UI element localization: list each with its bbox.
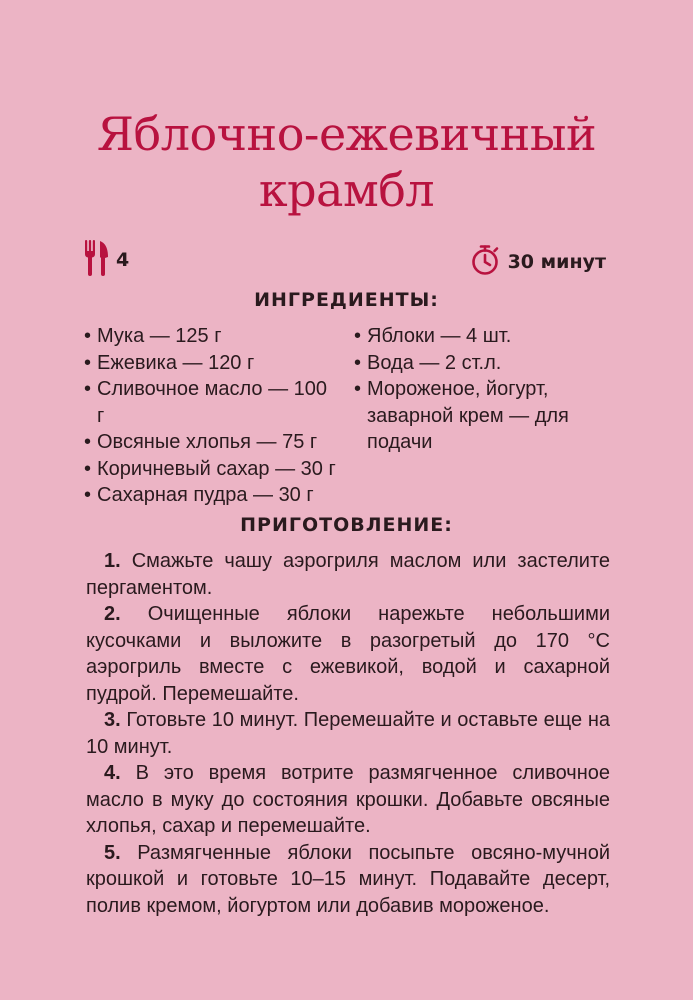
ingredient-item: • Сахарная пудра — 30 г xyxy=(84,482,339,509)
ingredient-item: • Вода — 2 ст.л. xyxy=(354,350,579,377)
ingredient-item: • Сливочное масло — 100 г xyxy=(84,376,339,429)
recipe-title-line-2: крамбл xyxy=(258,163,435,217)
cooking-time-value: 30 минут xyxy=(507,251,606,273)
ingredient-item: • Коричневый сахар — 30 г xyxy=(84,456,339,483)
step-number: 4. xyxy=(104,762,121,784)
servings-count: 4 xyxy=(116,249,130,271)
step-text: В это время вотрите размягченное сливочное масло в муку до состояния крошки. Добавьте овсяные хлопья, сахар и перемешайте. xyxy=(86,762,610,837)
ingredient-item: • Яблоки — 4 шт. xyxy=(354,323,579,350)
step-item xyxy=(86,707,610,760)
step-number: 5. xyxy=(104,841,121,864)
step-number: 2. xyxy=(104,603,121,625)
preparation-steps xyxy=(86,548,610,919)
step-item xyxy=(86,840,610,920)
step-number: 1. xyxy=(104,550,121,572)
ingredient-item: • Овсяные хлопья — 75 г xyxy=(84,429,339,456)
ingredient-item: • Ежевика — 120 г xyxy=(84,350,339,377)
fork-knife-icon xyxy=(84,240,110,281)
step-text: Готовьте 10 минут. Перемешайте и оставьте еще на 10 минут. xyxy=(86,709,610,758)
ingredients-list-right xyxy=(354,323,579,456)
step-item xyxy=(86,548,610,601)
step-text: Очищенные яблоки нарежьте небольшими кусочками и выложите в разогретый до 170 °C аэрогриль вместе с ежевикой, водой и сахарной пудрой. Перемешайте. xyxy=(86,603,610,705)
step-item xyxy=(86,601,610,707)
recipe-title-line-1: Яблочно-ежевичный xyxy=(96,107,597,161)
ingredient-item: • Мука — 125 г xyxy=(84,323,339,350)
recipe-title xyxy=(0,106,693,218)
preparation-heading: ПРИГОТОВЛЕНИЕ: xyxy=(240,514,453,536)
step-number: 3. xyxy=(104,709,121,731)
stopwatch-icon xyxy=(470,244,500,281)
ingredient-item: • Мороженое, йогурт, заварной крем — для подачи xyxy=(354,376,579,456)
step-text: Размягченные яблоки посыпьте овсяно-мучной крошкой и готовьте 10–15 минут. Подавайте десерт, полив кремом, йогуртом или добавив мороженое. xyxy=(86,841,610,917)
step-text: Смажьте чашу аэрогриля маслом или застелите пергаментом. xyxy=(86,550,611,599)
ingredients-list-left xyxy=(84,323,339,509)
cooking-time-info xyxy=(470,244,606,280)
ingredients-heading: ИНГРЕДИЕНТЫ: xyxy=(254,289,439,311)
step-item xyxy=(86,760,610,840)
servings-info xyxy=(84,240,129,280)
